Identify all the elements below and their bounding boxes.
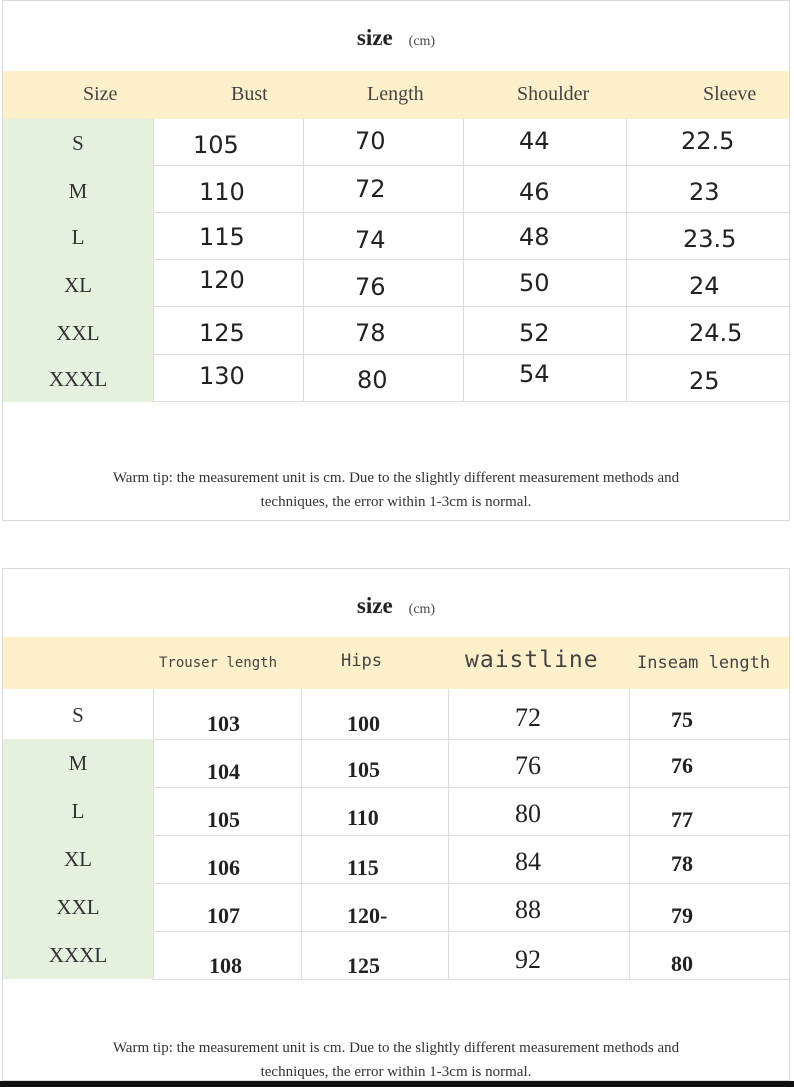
- grid-line: [153, 689, 154, 979]
- header-trouser-length: Trouser length: [159, 655, 278, 671]
- size-label: XXXL: [48, 943, 108, 967]
- bottom-chart-title: [3, 593, 789, 619]
- hips-value: 100: [347, 711, 380, 736]
- sleeve-value: 25: [689, 367, 720, 395]
- grid-line: [301, 689, 302, 979]
- bottom-warm-tip: [3, 1036, 789, 1084]
- header-shoulder: Shoulder: [517, 83, 590, 105]
- top-warm-tip: [3, 466, 789, 514]
- shoulder-value: 44: [519, 127, 550, 155]
- grid-line: [153, 787, 789, 788]
- bottom-unit-text: (cm): [408, 602, 436, 617]
- waistline-value: 84: [515, 847, 541, 876]
- waistline-value: 72: [515, 703, 541, 732]
- top-size-chart: [2, 0, 790, 521]
- length-value: 70: [355, 127, 386, 155]
- sleeve-value: 23: [689, 178, 720, 206]
- size-label: L: [71, 225, 85, 249]
- sleeve-value: 22.5: [681, 127, 735, 155]
- sleeve-value: 23.5: [683, 225, 737, 253]
- trouser-length-value: 105: [207, 807, 240, 832]
- grid-line: [153, 212, 789, 213]
- grid-line: [153, 354, 789, 355]
- tip-line: Warm tip: the measurement unit is cm. Due to the slightly different measurement methods and: [112, 470, 680, 486]
- inseam-value: 77: [671, 807, 693, 832]
- shoulder-value: 48: [519, 223, 550, 251]
- tip-line: Warm tip: the measurement unit is cm. Due to the slightly different measurement methods and: [112, 1040, 680, 1056]
- bust-value: 115: [199, 223, 245, 251]
- bottom-header-row: [3, 637, 789, 689]
- grid-line: [153, 259, 789, 260]
- waistline-value: 88: [515, 895, 541, 924]
- hips-value: 120-: [347, 903, 388, 928]
- length-value: 74: [355, 226, 386, 254]
- trouser-length-value: 103: [207, 711, 240, 736]
- grid-line: [153, 979, 789, 980]
- size-label: XL: [64, 273, 92, 297]
- bust-value: 105: [193, 131, 239, 159]
- grid-line: [153, 401, 789, 402]
- size-label: XXL: [56, 321, 100, 345]
- inseam-value: 76: [671, 753, 693, 778]
- bottom-edge-bar: [0, 1081, 794, 1087]
- length-value: 72: [355, 175, 386, 203]
- grid-line: [448, 689, 449, 979]
- top-size-column-bg: [3, 119, 153, 402]
- header-length: Length: [367, 83, 424, 105]
- length-value: 76: [355, 273, 386, 301]
- grid-line: [153, 883, 789, 884]
- header-bust: Bust: [231, 83, 268, 105]
- inseam-value: 75: [671, 707, 693, 732]
- hips-value: 125: [347, 953, 380, 978]
- sleeve-value: 24: [689, 272, 720, 300]
- trouser-length-value: 108: [209, 953, 242, 978]
- grid-line: [463, 119, 464, 402]
- size-label: M: [68, 179, 88, 203]
- bust-value: 125: [199, 319, 245, 347]
- grid-line: [153, 165, 789, 166]
- inseam-value: 78: [671, 851, 693, 876]
- grid-line: [626, 119, 627, 402]
- bust-value: 110: [199, 178, 245, 206]
- size-label: XXL: [56, 895, 100, 919]
- grid-line: [153, 931, 789, 932]
- header-waistline: waistline: [465, 647, 599, 673]
- shoulder-value: 52: [519, 319, 550, 347]
- grid-line: [303, 119, 304, 402]
- bottom-title-text: size: [356, 593, 393, 618]
- grid-line: [153, 739, 789, 740]
- grid-line: [153, 306, 789, 307]
- waistline-value: 76: [515, 751, 541, 780]
- header-sleeve: Sleeve: [703, 83, 757, 105]
- top-unit-text: (cm): [408, 34, 436, 49]
- length-value: 78: [355, 319, 386, 347]
- bust-value: 130: [199, 362, 245, 390]
- hips-value: 115: [347, 855, 379, 880]
- top-header-row: [3, 71, 789, 119]
- waistline-value: 92: [515, 945, 541, 974]
- trouser-length-value: 107: [207, 903, 240, 928]
- waistline-value: 80: [515, 799, 541, 828]
- size-label: M: [68, 751, 88, 775]
- header-hips: Hips: [341, 651, 382, 671]
- shoulder-value: 54: [519, 360, 550, 388]
- size-label: XL: [64, 847, 92, 871]
- shoulder-value: 50: [519, 269, 550, 297]
- size-label: L: [71, 799, 85, 823]
- top-chart-title: [3, 25, 789, 51]
- inseam-value: 79: [671, 903, 693, 928]
- tip-line: techniques, the error within 1-3cm is normal.: [260, 494, 532, 510]
- grid-line: [629, 689, 630, 979]
- grid-line: [153, 835, 789, 836]
- header-inseam-length: Inseam length: [637, 653, 771, 673]
- tip-line: techniques, the error within 1-3cm is normal.: [260, 1064, 532, 1080]
- trouser-length-value: 104: [207, 759, 240, 784]
- top-title-text: size: [356, 25, 393, 50]
- hips-value: 105: [347, 757, 380, 782]
- sleeve-value: 24.5: [689, 319, 743, 347]
- size-label: S: [72, 703, 84, 727]
- bottom-size-chart: [2, 568, 790, 1081]
- trouser-length-value: 106: [207, 855, 240, 880]
- size-label: XXXL: [48, 367, 108, 391]
- header-size: Size: [83, 83, 118, 105]
- hips-value: 110: [347, 805, 379, 830]
- grid-line: [153, 119, 154, 402]
- shoulder-value: 46: [519, 178, 550, 206]
- length-value: 80: [357, 366, 388, 394]
- bust-value: 120: [199, 266, 245, 294]
- inseam-value: 80: [671, 951, 693, 976]
- size-label: S: [72, 131, 84, 155]
